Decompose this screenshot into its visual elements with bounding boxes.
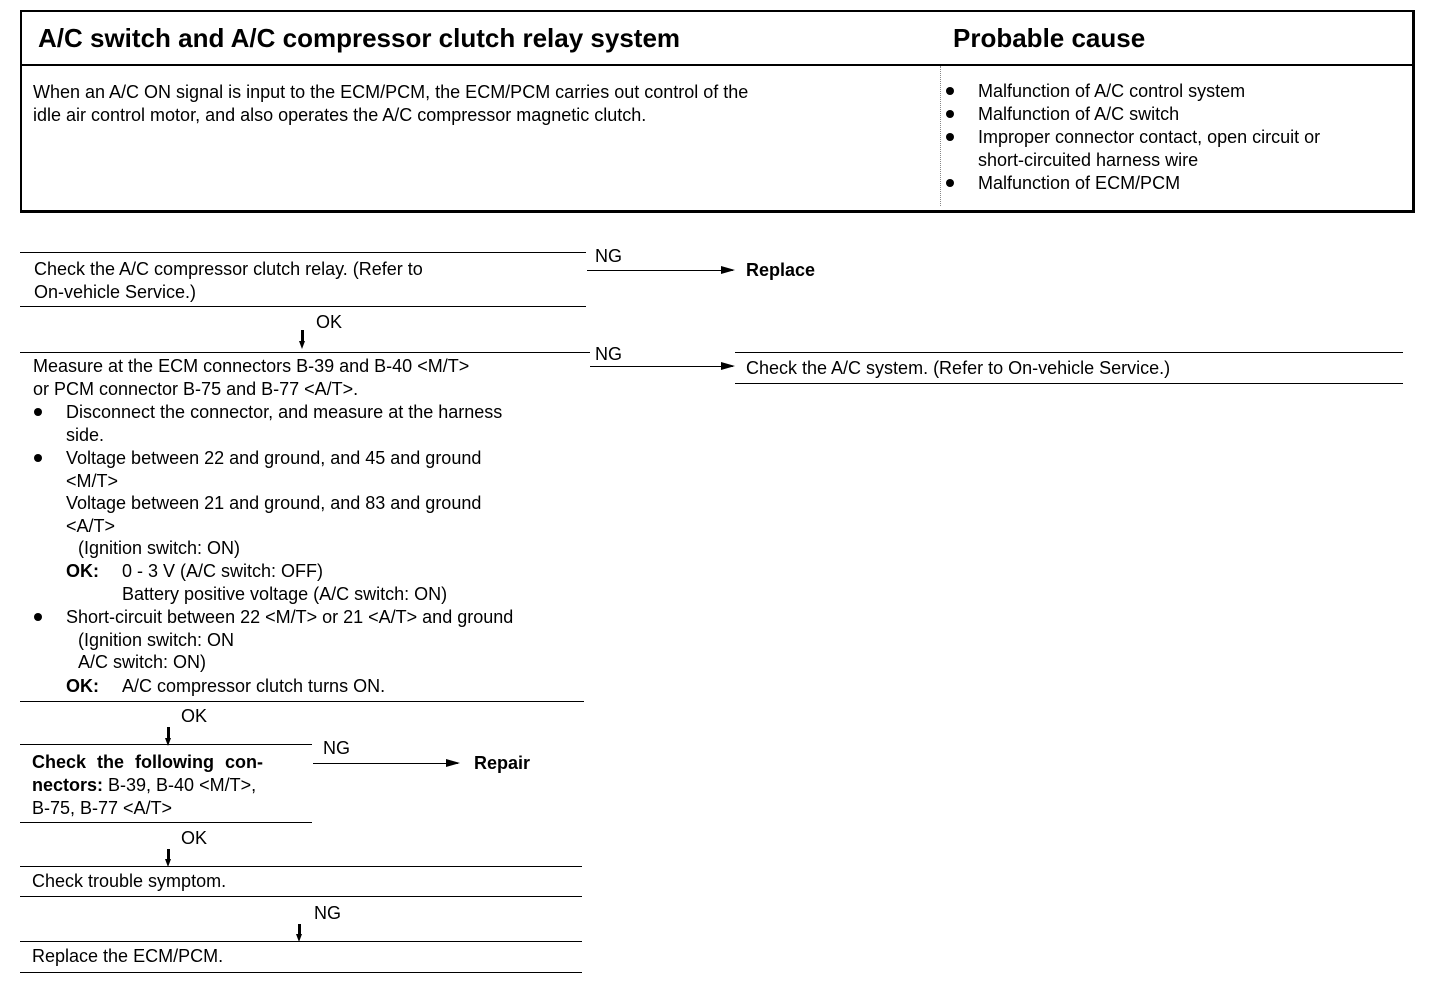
probable-cause-title: Probable cause	[953, 23, 1146, 53]
step5-top-line	[20, 941, 582, 942]
step4-bottom-line	[20, 896, 582, 897]
step2-text: Battery positive voltage (A/C switch: ON)	[122, 584, 448, 604]
step2-top-line	[20, 352, 590, 353]
step2-text: A/C compressor clutch turns ON.	[122, 676, 386, 696]
step2-text: <A/T>	[66, 516, 116, 536]
step2-bottom-line	[20, 701, 584, 702]
ac-system-bottom-line	[735, 383, 1403, 384]
arrow-right-icon	[587, 270, 733, 271]
step2-text: <M/T>	[66, 471, 119, 491]
repair-result: Repair	[474, 753, 531, 773]
cause-item: Malfunction of A/C switch	[978, 104, 1180, 124]
step2-text: Short-circuit between 22 <M/T> or 21 <A/T> and ground	[66, 607, 514, 627]
cause-item: Improper connector contact, open circuit or	[978, 127, 1321, 147]
step2-text: 0 - 3 V (A/C switch: OFF)	[122, 561, 324, 581]
bullet-icon	[946, 179, 954, 187]
arrow-down-icon	[167, 849, 170, 861]
description-line: When an A/C ON signal is input to the ECM/PCM, the ECM/PCM carries out control of the	[33, 82, 749, 102]
step1-bottom-line	[20, 306, 586, 307]
step1-text: Check the A/C compressor clutch relay. (Refer to	[34, 259, 423, 279]
step2-text: Measure at the ECM connectors B-39 and B-40 <M/T>	[33, 356, 470, 376]
step2-text: A/C switch: ON)	[78, 652, 207, 672]
bullet-icon	[34, 454, 42, 462]
step4-top-line	[20, 866, 582, 867]
step3-top-line	[20, 744, 312, 745]
bullet-icon	[946, 133, 954, 141]
step5-bottom-line	[20, 972, 582, 973]
ng-label: NG	[595, 246, 622, 266]
step2-text: Voltage between 22 and ground, and 45 and ground	[66, 448, 482, 468]
bullet-icon	[34, 613, 42, 621]
step3-text: Check the following con-	[32, 752, 264, 772]
step2-text: side.	[66, 425, 105, 445]
header-divider	[20, 64, 1412, 66]
step2-text: or PCM connector B-75 and B-77 <A/T>.	[33, 379, 359, 399]
arrow-down-icon	[301, 330, 304, 343]
step3-text-bold: nectors:	[32, 775, 104, 795]
arrow-down-icon	[298, 924, 301, 936]
step2-text: Disconnect the connector, and measure at the harness	[66, 402, 503, 422]
description-line: idle air control motor, and also operates the A/C compressor magnetic clutch.	[33, 105, 647, 125]
ok-label: OK	[181, 828, 208, 848]
replace-result: Replace	[746, 260, 816, 280]
step1-top-line	[20, 252, 586, 253]
ng-label: NG	[323, 738, 350, 758]
ac-system-check: Check the A/C system. (Refer to On-vehicle Service.)	[746, 358, 1171, 378]
ng-label: NG	[595, 344, 622, 364]
ok-label: OK	[316, 312, 343, 332]
ok-label: OK	[181, 706, 208, 726]
ok-criteria-label: OK:	[66, 676, 99, 696]
step4-text: Check trouble symptom.	[32, 871, 227, 891]
step5-text: Replace the ECM/PCM.	[32, 946, 224, 966]
step2-text: (Ignition switch: ON)	[78, 538, 241, 558]
step3-bottom-line	[20, 822, 312, 823]
ng-label: NG	[314, 903, 341, 923]
cause-item: short-circuited harness wire	[978, 150, 1199, 170]
arrow-down-icon	[167, 727, 170, 740]
cause-item: Malfunction of ECM/PCM	[978, 173, 1181, 193]
cause-item: Malfunction of A/C control system	[978, 81, 1246, 101]
arrow-right-icon	[313, 763, 458, 764]
bullet-icon	[946, 87, 954, 95]
step1-text: On-vehicle Service.)	[34, 282, 197, 302]
arrow-right-icon	[590, 366, 733, 367]
step3-text: B-75, B-77 <A/T>	[32, 798, 173, 818]
bullet-icon	[34, 408, 42, 416]
section-title: A/C switch and A/C compressor clutch relay system	[38, 23, 681, 53]
step2-text: Voltage between 21 and ground, and 83 and ground	[66, 493, 482, 513]
step3-text: B-39, B-40 <M/T>,	[103, 775, 257, 795]
ac-system-top-line	[735, 352, 1403, 353]
column-divider	[940, 66, 942, 206]
step2-text: (Ignition switch: ON	[78, 630, 235, 650]
bullet-icon	[946, 110, 954, 118]
ok-criteria-label: OK:	[66, 561, 99, 581]
